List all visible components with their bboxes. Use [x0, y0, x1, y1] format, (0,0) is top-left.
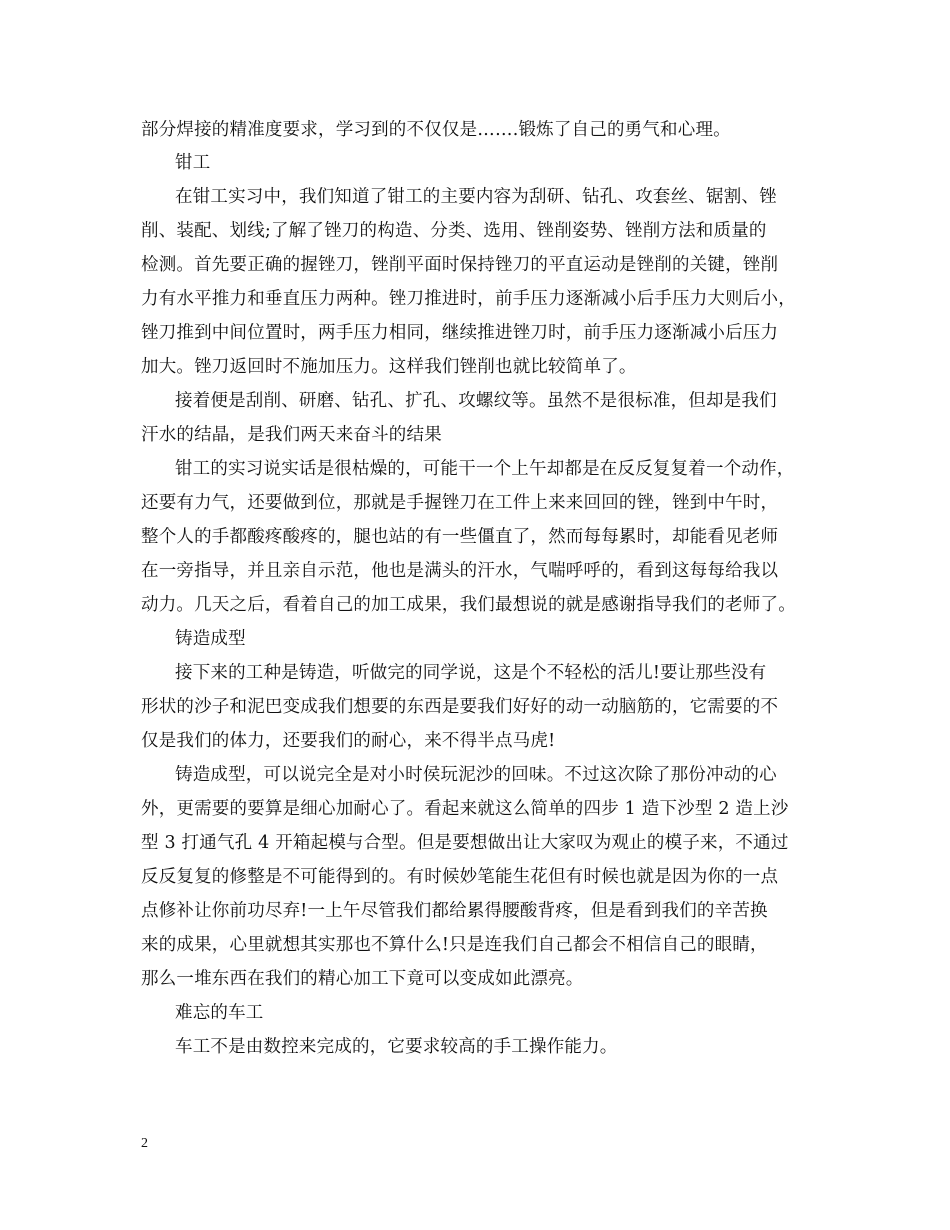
section-heading-casting: 铸造成型: [175, 629, 246, 649]
body-text-line: 在钳工实习中，我们知道了钳工的主要内容为刮研、钻孔、攻套丝、锯割、锉: [175, 187, 777, 207]
body-text-line: 形状的沙子和泥巴变成我们想要的东西是要我们好好的动一动脑筋的，它需要的不: [141, 697, 779, 717]
body-text-line: 汗水的结晶，是我们两天来奋斗的结果: [141, 425, 442, 445]
body-text-line: 削、装配、划线;了解了锉刀的构造、分类、选用、锉削姿势、锉削方法和质量的: [141, 221, 767, 241]
body-text-line: 力有水平推力和垂直压力两种。锉刀推进时，前手压力逐渐减小后手压力大则后小，: [141, 289, 796, 309]
body-text-line: 外，更需要的要算是细心加耐心了。看起来就这么简单的四步 1 造下沙型 2 造上沙: [141, 799, 789, 819]
body-text-line: 来的成果，心里就想其实那也不算什么!只是连我们自己都会不相信自己的眼睛，: [141, 935, 768, 955]
body-text-line: 动力。几天之后，看着自己的加工成果，我们最想说的就是感谢指导我们的老师了。: [141, 595, 796, 615]
section-heading-lathe: 难忘的车工: [175, 1003, 264, 1023]
body-text-line: 型 3 打通气孔 4 开箱起模与合型。但是要想做出让大家叹为观止的模子来，不通过: [141, 833, 789, 853]
body-text-line: 锉刀推到中间位置时，两手压力相同，继续推进锉刀时，前手压力逐渐减小后压力: [141, 323, 779, 343]
body-text-line: 在一旁指导，并且亲自示范，他也是满头的汗水，气喘呼呼的，看到这每每给我以: [141, 561, 779, 581]
body-text-line: 检测。首先要正确的握锉刀，锉削平面时保持锉刀的平直运动是锉削的关键，锉削: [141, 255, 779, 275]
body-text-line: 反反复复的修整是不可能得到的。有时候妙笔能生花但有时候也就是因为你的一点: [141, 867, 779, 887]
body-text-line: 加大。锉刀返回时不施加压力。这样我们锉削也就比较简单了。: [141, 357, 637, 377]
body-text-line: 还要有力气，还要做到位，那就是手握锉刀在工件上来来回回的锉，锉到中午时，: [141, 493, 779, 513]
body-text-line: 仅是我们的体力，还要我们的耐心，来不得半点马虎!: [141, 731, 556, 751]
body-text-line: 整个人的手都酸疼酸疼的，腿也站的有一些僵直了，然而每每累时，却能看见老师: [141, 527, 779, 547]
body-text-line: 铸造成型，可以说完全是对小时侯玩泥沙的回味。不过这次除了那份冲动的心: [175, 765, 777, 785]
body-text-line: 车工不是由数控来完成的，它要求较高的手工操作能力。: [175, 1037, 618, 1057]
body-text-line: 接下来的工种是铸造，听做完的同学说，这是个不轻松的活儿!要让那些没有: [175, 663, 767, 683]
body-text-line: 点修补让你前功尽弃!一上午尽管我们都给累得腰酸背疼，但是看到我们的辛苦换: [141, 901, 768, 921]
body-text-line: 钳工的实习说实话是很枯燥的，可能干一个上午却都是在反反复复着一个动作，: [175, 459, 795, 479]
body-text-line: 接着便是刮削、研磨、钻孔、扩孔、攻螺纹等。虽然不是很标准，但却是我们: [175, 391, 777, 411]
body-text-line: 那么一堆东西在我们的精心加工下竟可以变成如此漂亮。: [141, 969, 584, 989]
body-text-line: 部分焊接的精准度要求，学习到的不仅仅是…….锻炼了自己的勇气和心理。: [141, 120, 731, 140]
section-heading-fitter: 钳工: [175, 153, 211, 173]
page-number: 2: [141, 1136, 148, 1151]
